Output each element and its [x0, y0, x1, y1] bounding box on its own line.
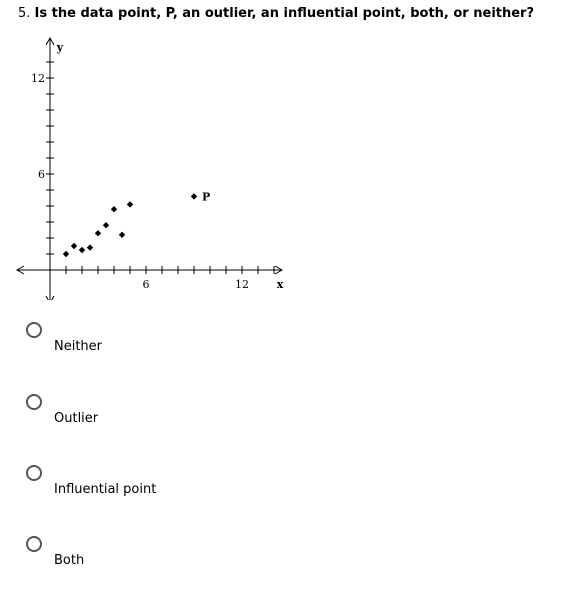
x-tick-label: 6 — [142, 278, 150, 291]
question-prompt: Is the data point, P, an outlier, an influential point, both, or neither? — [34, 6, 535, 21]
y-tick-label: 6 — [38, 168, 45, 181]
x-tick-label: 12 — [235, 278, 249, 291]
choice-label-outlier[interactable]: Outlier — [54, 411, 99, 426]
data-point — [103, 222, 109, 228]
choice-label-neither[interactable]: Neither — [54, 339, 103, 354]
data-point — [119, 232, 125, 238]
data-point — [191, 193, 197, 199]
data-point — [63, 251, 69, 257]
choice-label-influential-point[interactable]: Influential point — [54, 482, 157, 497]
radio-both[interactable] — [26, 536, 42, 552]
data-point — [127, 201, 133, 207]
point-label-p: P — [202, 190, 211, 204]
data-point — [95, 230, 101, 236]
data-point — [87, 244, 93, 250]
radio-neither[interactable] — [26, 322, 42, 338]
choice-label-both[interactable]: Both — [54, 553, 85, 568]
y-tick-label: 12 — [31, 72, 45, 85]
radio-influential-point[interactable] — [26, 465, 42, 481]
data-point — [79, 247, 85, 253]
y-axis-label: y — [56, 41, 64, 54]
radio-outlier[interactable] — [26, 394, 42, 410]
question-number: 5. — [18, 6, 31, 21]
x-axis-label: x — [276, 278, 284, 291]
data-point — [71, 243, 77, 249]
data-point — [111, 206, 117, 212]
